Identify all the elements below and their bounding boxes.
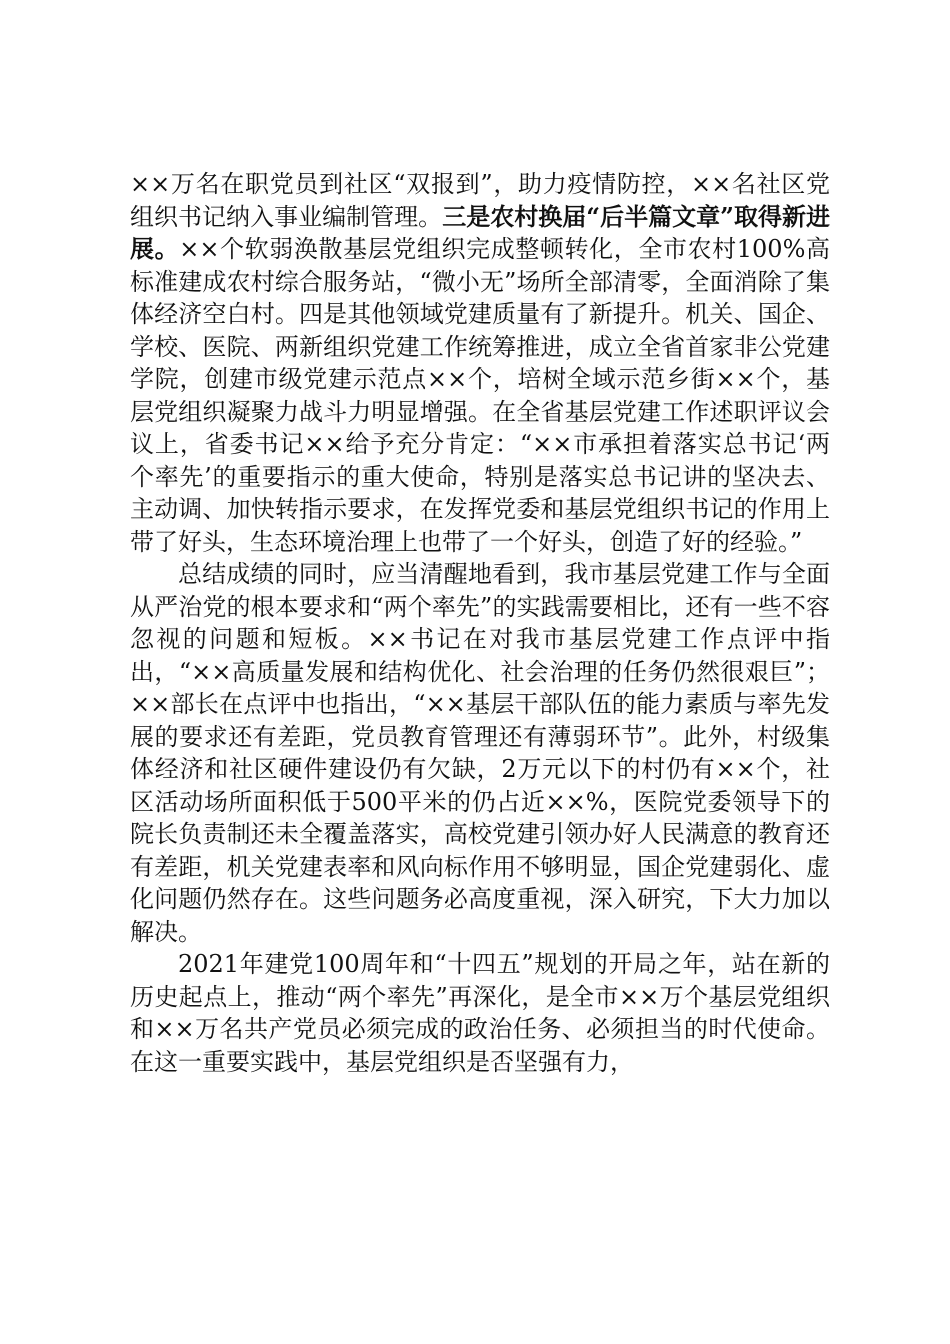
paragraph-3-text: 2021年建党100周年和“十四五”规划的开局之年，站在新的历史起点上，推动“两个率先”再深化，是全市××万个基层党组织和××万名共产党员必须完成的政治任务、必须担当的时代使命。在这一重要实践中，基层党组织是否坚强有力， (130, 950, 830, 1076)
paragraph-1-bold-heading: 三是农村换届“后半篇文章”取得新进展。 (130, 201, 831, 263)
paragraph-2 (130, 558, 830, 948)
paragraph-1-text-2: ××个软弱涣散基层党组织完成整顿转化，全市农村100%高标准建成农村综合服务站，“微小无”场所全部清零，全面消除了集体经济空白村。四是其他领域党建质量有了新提升。机关、国企、学校、医院、两新组织党建工作统筹推进，成立全省首家非公党建学院，创建市级党建示范点××个，培树全域示范乡街××个，基层党组织凝聚力战斗力明显增强。在全省基层党建工作述职评议会议上，省委书记××给予充分肯定：“××市承担着落实总书记‘两个率先’的重要指示的重大使命，特别是落实总书记讲的坚决去、主动调、加快转指示要求，在发挥党委和基层党组织书记的作用上带了好头，生态环境治理上也带了一个好头，创造了好的经验。” (130, 235, 830, 556)
paragraph-1 (130, 168, 830, 558)
paragraph-1-text-1: ××万名在职党员到社区“双报到”，助力疫情防控，××名社区党组织书记纳入事业编制管理。 (130, 170, 830, 231)
paragraph-2-text: 总结成绩的同时，应当清醒地看到，我市基层党建工作与全面从严治党的根本要求和“两个率先”的实践需要相比，还有一些不容忽视的问题和短板。××书记在对我市基层党建工作点评中指出，“××高质量发展和结构优化、社会治理的任务仍然很艰巨”；××部长在点评中也指出，“××基层干部队伍的能力素质与率先发展的要求还有差距，党员教育管理还有薄弱环节”。此外，村级集体经济和社区硬件建设仍有欠缺，2万元以下的村仍有××个，社区活动场所面积低于500平米的仍占近××%，医院党委领导下的院长负责制还未全覆盖落实，高校党建引领办好人民满意的教育还有差距，机关党建表率和风向标作用不够明显，国企党建弱化、虚化问题仍然存在。这些问题务必高度重视，深入研究，下大力加以解决。 (130, 560, 830, 946)
paragraph-3 (130, 948, 830, 1078)
document-body (130, 168, 830, 1078)
